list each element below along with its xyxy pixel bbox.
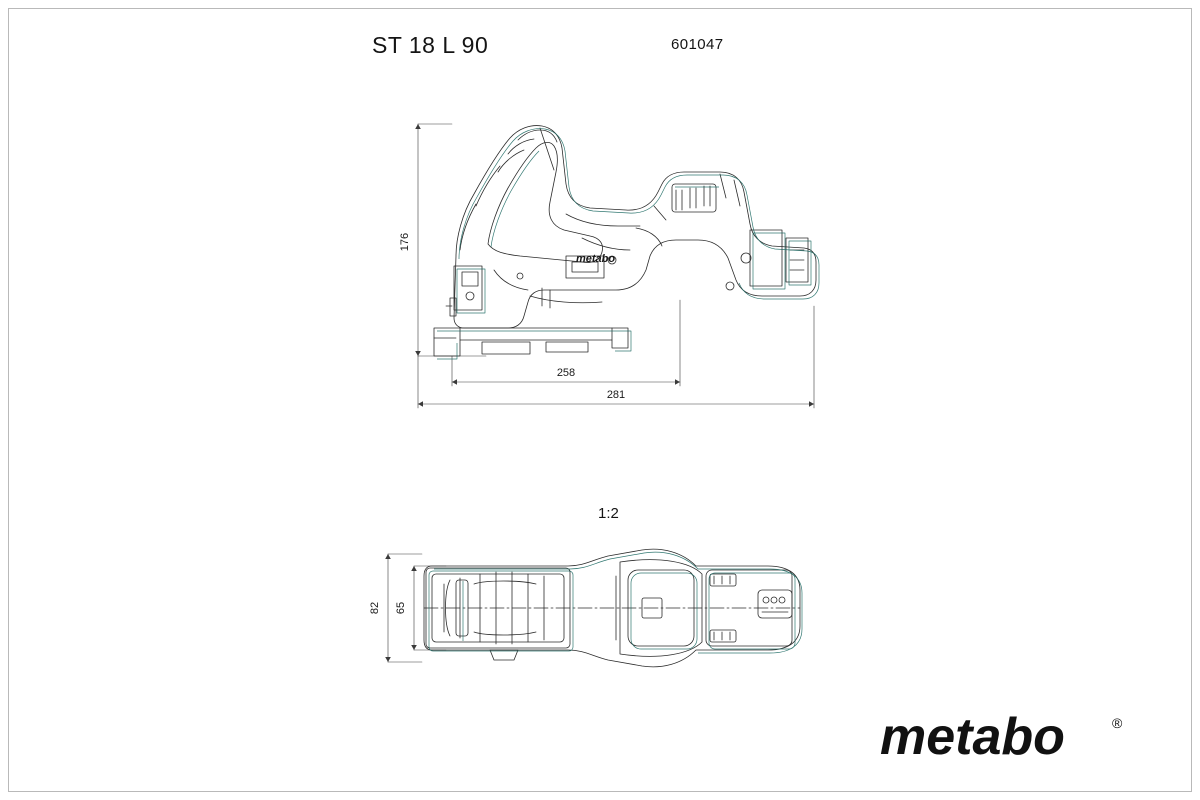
dim-length-outer-text: 281 [606, 389, 626, 401]
title-block [0, 32, 1200, 66]
article-number: 601047 [671, 36, 724, 53]
dim-height-text: 176 [399, 232, 411, 252]
side-view [390, 110, 840, 430]
metabo-logo [880, 706, 1140, 770]
dim-width-inner-text: 65 [395, 601, 407, 615]
dim-width-outer-text: 82 [369, 601, 381, 615]
top-view [370, 540, 840, 680]
logo-wordmark: metabo [880, 708, 1065, 766]
logo-registered-mark: ® [1112, 715, 1123, 731]
scale-label: 1:2 [598, 505, 619, 522]
tool-brand-label: metabo [576, 253, 616, 265]
dim-length-inner-text: 258 [556, 367, 576, 379]
page-title: ST 18 L 90 [372, 32, 489, 58]
